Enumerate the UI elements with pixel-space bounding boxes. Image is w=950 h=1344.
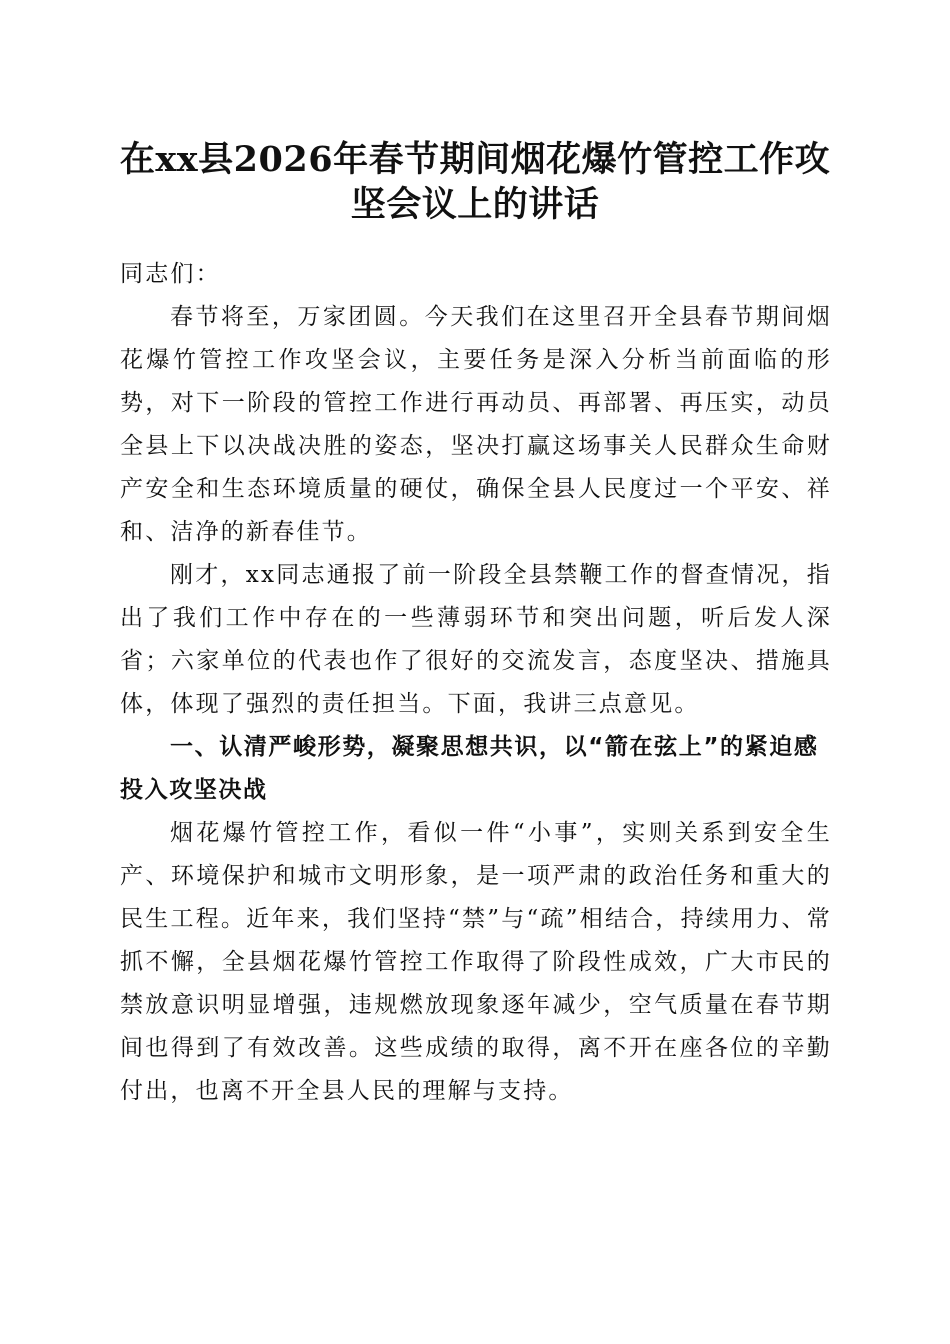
section-heading-1: 一、认清严峻形势，凝聚思想共识，以“箭在弦上”的紧迫感投入攻坚决战 — [120, 734, 819, 803]
speech-title — [100, 137, 850, 227]
title-line-1: 在xx县2026年春节期间烟花爆竹管控工作攻 — [119, 139, 831, 180]
opening-paragraph: 春节将至，万家团圆。今天我们在这里召开全县春节期间烟花爆竹管控工作攻坚会议，主要任务是深入分析当前面临的形势，对下一阶段的管控工作进行再动员、再部署、再压实，动员全县上下以决战决胜的姿态，坚决打赢这场事关人民群众生命财产安全和生态环境质量的硬仗，确保全县人民度过一个平安、祥和、洁净的新春佳节。 — [120, 304, 832, 545]
title-line-2: 坚会议上的讲话 — [350, 184, 600, 225]
salutation: 同志们： — [120, 261, 221, 287]
speech-body — [120, 253, 832, 1113]
review-paragraph: 刚才，xx同志通报了前一阶段全县禁鞭工作的督查情况，指出了我们工作中存在的一些薄弱环节和突出问题，听后发人深省；六家单位的代表也作了很好的交流发言，态度坚决、措施具体，体现了强烈的责任担当。下面，我讲三点意见。 — [120, 562, 832, 717]
section-1-paragraph: 烟花爆竹管控工作，看似一件“小事”，实则关系到安全生产、环境保护和城市文明形象，是一项严肃的政治任务和重大的民生工程。近年来，我们坚持“禁”与“疏”相结合，持续用力、常抓不懈，全县烟花爆竹管控工作取得了阶段性成效，广大市民的禁放意识明显增强，违规燃放现象逐年减少，空气质量在春节期间也得到了有效改善。这些成绩的取得，离不开在座各位的辛勤付出，也离不开全县人民的理解与支持。 — [120, 820, 832, 1104]
